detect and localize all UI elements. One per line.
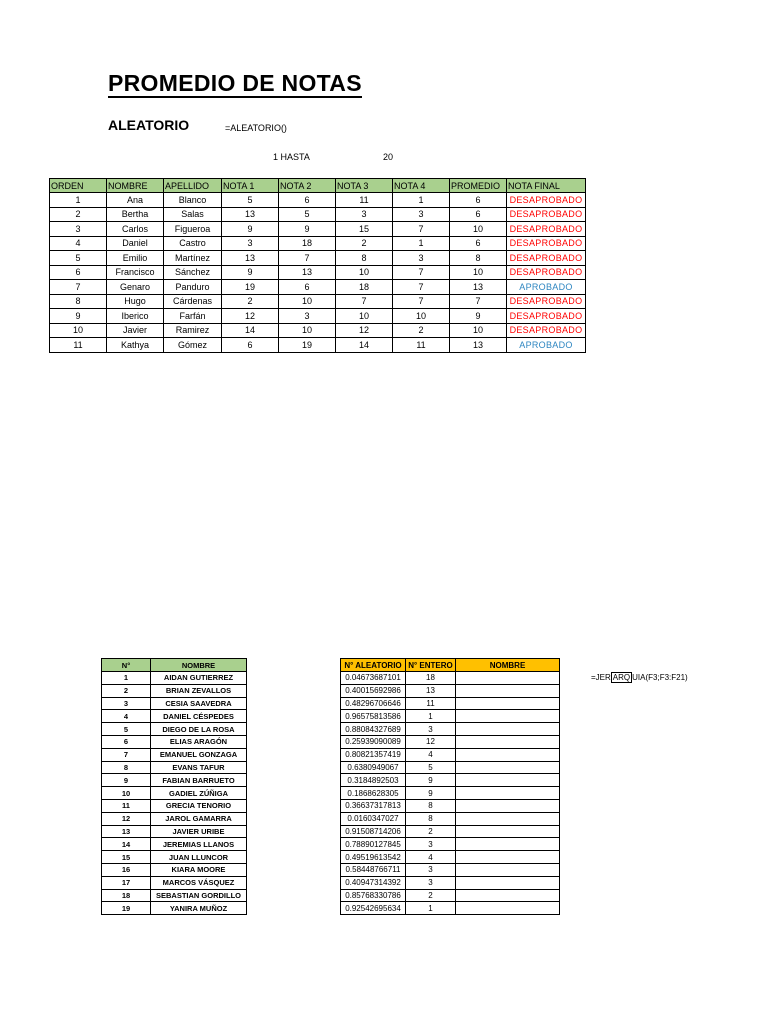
grades-cell[interactable]: Ramirez — [164, 323, 222, 338]
jerarquia-formula-pre: =JER — [591, 673, 611, 682]
grades-cell[interactable]: Kathya — [107, 338, 164, 353]
students-cell[interactable]: 5 — [102, 723, 151, 736]
students-cell[interactable]: EVANS TAFUR — [151, 761, 247, 774]
table-row — [50, 338, 586, 353]
random-cell[interactable]: 3 — [406, 863, 456, 876]
random-cell[interactable]: 0.1868628305 — [341, 787, 406, 800]
random-cell[interactable]: 3 — [406, 723, 456, 736]
random-cell[interactable]: 0.96575813586 — [341, 710, 406, 723]
grades-cell[interactable]: Figueroa — [164, 222, 222, 237]
table-row — [102, 774, 247, 787]
grades-cell[interactable]: Francisco — [107, 265, 164, 280]
random-cell[interactable]: 0.88084327689 — [341, 723, 406, 736]
students-cell[interactable]: DANIEL CÉSPEDES — [151, 710, 247, 723]
grades-cell[interactable]: Bertha — [107, 207, 164, 222]
grades-cell[interactable]: Hugo — [107, 294, 164, 309]
grades-cell[interactable]: 9 — [222, 222, 279, 237]
grades-cell[interactable]: DESAPROBADO — [507, 265, 586, 280]
grades-cell[interactable]: 7 — [393, 280, 450, 295]
students-cell[interactable]: 11 — [102, 799, 151, 812]
random-cell[interactable] — [456, 838, 560, 851]
grades-cell[interactable]: 3 — [393, 251, 450, 266]
grades-header-cell: PROMEDIO — [450, 179, 507, 193]
random-cell[interactable]: 3 — [406, 838, 456, 851]
grades-cell[interactable]: 10 — [450, 323, 507, 338]
students-cell[interactable]: JAVIER URIBE — [151, 825, 247, 838]
grades-cell[interactable]: 19 — [279, 338, 336, 353]
table-row — [341, 710, 560, 723]
grades-header-row — [50, 179, 586, 193]
table-row — [50, 280, 586, 295]
table-row — [341, 787, 560, 800]
table-row — [102, 889, 247, 902]
random-cell[interactable] — [456, 748, 560, 761]
random-cell[interactable]: 9 — [406, 774, 456, 787]
table-row — [102, 851, 247, 864]
grades-cell[interactable]: 11 — [50, 338, 107, 353]
random-cell[interactable] — [456, 710, 560, 723]
grades-header-cell: NOTA 4 — [393, 179, 450, 193]
grades-cell[interactable]: 10 — [50, 323, 107, 338]
random-cell[interactable]: 0.92542695634 — [341, 902, 406, 915]
students-cell[interactable]: SEBASTIAN GORDILLO — [151, 889, 247, 902]
random-cell[interactable] — [456, 851, 560, 864]
grades-header-cell: ORDEN — [50, 179, 107, 193]
students-cell[interactable]: 1 — [102, 672, 151, 685]
page-title: PROMEDIO DE NOTAS — [108, 70, 362, 96]
section-subtitle: ALEATORIO — [108, 117, 190, 133]
grades-cell[interactable]: 6 — [279, 280, 336, 295]
grades-cell[interactable]: Gómez — [164, 338, 222, 353]
grades-cell[interactable]: 7 — [450, 294, 507, 309]
grades-cell[interactable]: Farfán — [164, 309, 222, 324]
random-cell[interactable] — [456, 697, 560, 710]
students-cell[interactable]: GADIEL ZÚÑIGA — [151, 787, 247, 800]
grades-header-cell: APELLIDO — [164, 179, 222, 193]
grades-cell[interactable]: 6 — [450, 236, 507, 251]
table-row — [341, 902, 560, 915]
random-cell[interactable]: 0.85768330786 — [341, 889, 406, 902]
random-cell[interactable]: 11 — [406, 697, 456, 710]
grades-header-cell: NOTA FINAL — [507, 179, 586, 193]
random-cell[interactable]: 0.40015692986 — [341, 684, 406, 697]
random-cell[interactable]: 1 — [406, 710, 456, 723]
table-row — [102, 876, 247, 889]
students-cell[interactable]: 2 — [102, 684, 151, 697]
random-cell[interactable]: 4 — [406, 748, 456, 761]
random-cell[interactable]: 0.0160347027 — [341, 812, 406, 825]
students-cell[interactable]: JAROL GAMARRA — [151, 812, 247, 825]
grades-cell[interactable]: 13 — [222, 251, 279, 266]
table-row — [102, 684, 247, 697]
grades-cell[interactable]: 1 — [393, 193, 450, 208]
grades-cell[interactable]: 13 — [222, 207, 279, 222]
random-cell[interactable]: 0.25939090089 — [341, 735, 406, 748]
table-row — [341, 851, 560, 864]
grades-cell[interactable]: 13 — [450, 338, 507, 353]
grades-cell[interactable]: 7 — [393, 222, 450, 237]
table-row — [341, 889, 560, 902]
table-row — [341, 684, 560, 697]
grades-cell[interactable]: 7 — [393, 265, 450, 280]
grades-cell[interactable]: DESAPROBADO — [507, 222, 586, 237]
grades-cell[interactable]: DESAPROBADO — [507, 193, 586, 208]
students-cell[interactable]: GRECIA TENORIO — [151, 799, 247, 812]
grades-cell[interactable]: Cárdenas — [164, 294, 222, 309]
grades-cell[interactable]: Sánchez — [164, 265, 222, 280]
grades-cell[interactable]: Emilio — [107, 251, 164, 266]
random-cell[interactable]: 8 — [406, 799, 456, 812]
grades-cell[interactable]: 12 — [222, 309, 279, 324]
table-row — [102, 697, 247, 710]
table-row — [102, 812, 247, 825]
grades-cell[interactable]: 18 — [279, 236, 336, 251]
grades-cell[interactable]: 5 — [50, 251, 107, 266]
students-cell[interactable]: 10 — [102, 787, 151, 800]
random-header-row — [341, 659, 560, 672]
grades-cell[interactable]: 2 — [222, 294, 279, 309]
grades-cell[interactable]: DESAPROBADO — [507, 294, 586, 309]
random-cell[interactable]: 0.04673687101 — [341, 672, 406, 685]
grades-cell[interactable]: 9 — [222, 265, 279, 280]
table-row — [50, 323, 586, 338]
grades-header-cell: NOTA 3 — [336, 179, 393, 193]
table-row — [102, 761, 247, 774]
table-row — [50, 309, 586, 324]
grades-cell[interactable]: 10 — [279, 323, 336, 338]
grades-cell[interactable]: 10 — [336, 265, 393, 280]
table-row — [341, 863, 560, 876]
grades-cell[interactable]: 2 — [393, 323, 450, 338]
students-cell[interactable]: FABIAN BARRUETO — [151, 774, 247, 787]
grades-cell[interactable]: 4 — [50, 236, 107, 251]
grades-cell[interactable]: 6 — [222, 338, 279, 353]
table-row — [50, 294, 586, 309]
students-cell[interactable]: JEREMIAS LLANOS — [151, 838, 247, 851]
students-cell[interactable]: 13 — [102, 825, 151, 838]
students-cell[interactable]: EMANUEL GONZAGA — [151, 748, 247, 761]
random-cell[interactable]: 0.91508714206 — [341, 825, 406, 838]
grades-cell[interactable]: 6 — [450, 207, 507, 222]
aleatorio-formula: =ALEATORIO() — [225, 123, 287, 133]
random-cell[interactable] — [456, 863, 560, 876]
students-cell[interactable]: 14 — [102, 838, 151, 851]
table-row — [102, 838, 247, 851]
random-cell[interactable] — [456, 723, 560, 736]
students-cell[interactable]: 18 — [102, 889, 151, 902]
table-row — [102, 825, 247, 838]
students-cell[interactable]: 15 — [102, 851, 151, 864]
table-row — [50, 236, 586, 251]
random-cell[interactable]: 2 — [406, 889, 456, 902]
random-header-cell: N° ENTERO — [406, 659, 456, 672]
students-cell[interactable]: 17 — [102, 876, 151, 889]
random-cell[interactable] — [456, 799, 560, 812]
students-table — [101, 658, 247, 915]
grades-cell[interactable]: 3 — [279, 309, 336, 324]
grades-cell[interactable]: DESAPROBADO — [507, 236, 586, 251]
table-row — [102, 672, 247, 685]
random-cell[interactable] — [456, 825, 560, 838]
grades-cell[interactable]: DESAPROBADO — [507, 323, 586, 338]
students-cell[interactable]: 9 — [102, 774, 151, 787]
table-row — [50, 251, 586, 266]
table-row — [102, 748, 247, 761]
grades-cell[interactable]: 9 — [279, 222, 336, 237]
table-row — [50, 193, 586, 208]
grades-cell[interactable]: 14 — [336, 338, 393, 353]
grades-cell[interactable]: Salas — [164, 207, 222, 222]
random-cell[interactable] — [456, 774, 560, 787]
students-cell[interactable]: MARCOS VÁSQUEZ — [151, 876, 247, 889]
grades-cell[interactable]: Iberico — [107, 309, 164, 324]
grades-cell[interactable]: Genaro — [107, 280, 164, 295]
random-cell[interactable] — [456, 876, 560, 889]
students-cell[interactable]: 4 — [102, 710, 151, 723]
grades-cell[interactable]: 3 — [336, 207, 393, 222]
grades-header-cell: NOTA 1 — [222, 179, 279, 193]
table-row — [341, 838, 560, 851]
cell-cursor: ARQ — [612, 673, 631, 682]
students-cell[interactable]: 19 — [102, 902, 151, 915]
grades-cell[interactable]: APROBADO — [507, 338, 586, 353]
grades-cell[interactable]: 9 — [50, 309, 107, 324]
grades-cell[interactable]: 8 — [50, 294, 107, 309]
table-row — [50, 207, 586, 222]
random-cell[interactable]: 1 — [406, 902, 456, 915]
grades-cell[interactable]: 2 — [50, 207, 107, 222]
random-cell[interactable]: 8 — [406, 812, 456, 825]
table-row — [102, 799, 247, 812]
random-header-cell: N° ALEATORIO — [341, 659, 406, 672]
grades-cell[interactable]: DESAPROBADO — [507, 251, 586, 266]
grades-cell[interactable]: Carlos — [107, 222, 164, 237]
grades-cell[interactable]: DESAPROBADO — [507, 309, 586, 324]
students-cell[interactable]: AIDAN GUTIERREZ — [151, 672, 247, 685]
random-cell[interactable]: 0.80821357419 — [341, 748, 406, 761]
grades-cell[interactable]: 7 — [50, 280, 107, 295]
table-row — [341, 697, 560, 710]
range-from-label: 1 HASTA — [273, 152, 310, 162]
jerarquia-formula — [591, 673, 688, 682]
grades-cell[interactable]: 10 — [450, 265, 507, 280]
grades-cell[interactable]: 5 — [279, 207, 336, 222]
grades-cell[interactable]: 7 — [393, 294, 450, 309]
random-cell[interactable]: 2 — [406, 825, 456, 838]
students-cell[interactable]: JUAN LLUNCOR — [151, 851, 247, 864]
table-row — [341, 723, 560, 736]
grades-cell[interactable]: 7 — [336, 294, 393, 309]
grades-cell[interactable]: Martínez — [164, 251, 222, 266]
random-cell[interactable] — [456, 902, 560, 915]
grades-cell[interactable]: 11 — [393, 338, 450, 353]
grades-cell[interactable]: APROBADO — [507, 280, 586, 295]
random-header-cell: NOMBRE — [456, 659, 560, 672]
random-cell[interactable] — [456, 787, 560, 800]
grades-cell[interactable]: 8 — [336, 251, 393, 266]
grades-cell[interactable]: 6 — [450, 193, 507, 208]
table-row — [102, 902, 247, 915]
grades-cell[interactable]: 10 — [279, 294, 336, 309]
random-cell[interactable]: 9 — [406, 787, 456, 800]
random-cell[interactable] — [456, 735, 560, 748]
table-row — [102, 787, 247, 800]
students-header-cell: NOMBRE — [151, 659, 247, 672]
random-cell[interactable]: 0.78890127845 — [341, 838, 406, 851]
grades-table — [49, 178, 586, 353]
random-cell[interactable]: 0.58448766711 — [341, 863, 406, 876]
students-header-cell: N° — [102, 659, 151, 672]
random-cell[interactable] — [456, 889, 560, 902]
random-cell[interactable]: 0.36637317813 — [341, 799, 406, 812]
students-cell[interactable]: CESIA SAAVEDRA — [151, 697, 247, 710]
random-cell[interactable] — [456, 761, 560, 774]
students-cell[interactable]: 3 — [102, 697, 151, 710]
grades-cell[interactable]: Daniel — [107, 236, 164, 251]
random-cell[interactable]: 5 — [406, 761, 456, 774]
grades-cell[interactable]: 12 — [336, 323, 393, 338]
grades-header-cell: NOMBRE — [107, 179, 164, 193]
table-row — [102, 863, 247, 876]
grades-cell[interactable]: 3 — [50, 222, 107, 237]
grades-cell[interactable]: 10 — [336, 309, 393, 324]
grades-cell[interactable]: 7 — [279, 251, 336, 266]
random-cell[interactable] — [456, 812, 560, 825]
grades-cell[interactable]: 9 — [450, 309, 507, 324]
table-row — [341, 748, 560, 761]
grades-cell[interactable]: Javier — [107, 323, 164, 338]
random-cell[interactable]: 13 — [406, 684, 456, 697]
grades-cell[interactable]: 3 — [222, 236, 279, 251]
students-cell[interactable]: 8 — [102, 761, 151, 774]
table-row — [341, 799, 560, 812]
table-row — [341, 735, 560, 748]
grades-cell[interactable]: Ana — [107, 193, 164, 208]
random-cell[interactable] — [456, 672, 560, 685]
grades-cell[interactable]: 10 — [450, 222, 507, 237]
students-cell[interactable]: 12 — [102, 812, 151, 825]
grades-cell[interactable]: 19 — [222, 280, 279, 295]
random-cell[interactable]: 0.40947314392 — [341, 876, 406, 889]
students-cell[interactable]: 6 — [102, 735, 151, 748]
students-cell[interactable]: YANIRA MUÑOZ — [151, 902, 247, 915]
table-row — [102, 735, 247, 748]
grades-cell[interactable]: 5 — [222, 193, 279, 208]
grades-cell[interactable]: 10 — [393, 309, 450, 324]
grades-cell[interactable]: Castro — [164, 236, 222, 251]
grades-cell[interactable]: Panduro — [164, 280, 222, 295]
students-cell[interactable]: BRIAN ZEVALLOS — [151, 684, 247, 697]
grades-cell[interactable]: 1 — [393, 236, 450, 251]
random-cell[interactable] — [456, 684, 560, 697]
table-row — [50, 265, 586, 280]
table-row — [341, 672, 560, 685]
random-cell[interactable]: 18 — [406, 672, 456, 685]
students-cell[interactable]: ELIAS ARAGÓN — [151, 735, 247, 748]
table-row — [341, 825, 560, 838]
range-to-value: 20 — [383, 152, 394, 162]
table-row — [341, 774, 560, 787]
table-row — [102, 710, 247, 723]
students-cell[interactable]: KIARA MOORE — [151, 863, 247, 876]
table-row — [50, 222, 586, 237]
grades-cell[interactable]: 8 — [450, 251, 507, 266]
table-row — [341, 876, 560, 889]
grades-cell[interactable]: 18 — [336, 280, 393, 295]
students-cell[interactable]: 7 — [102, 748, 151, 761]
grades-cell[interactable]: 14 — [222, 323, 279, 338]
table-row — [341, 761, 560, 774]
table-row — [102, 723, 247, 736]
random-cell[interactable]: 0.3184892503 — [341, 774, 406, 787]
random-cell[interactable]: 0.49519613542 — [341, 851, 406, 864]
grades-cell[interactable]: 2 — [336, 236, 393, 251]
random-cell[interactable]: 0.6380949067 — [341, 761, 406, 774]
random-cell[interactable]: 0.48296706646 — [341, 697, 406, 710]
random-table — [340, 658, 560, 915]
grades-cell[interactable]: DESAPROBADO — [507, 207, 586, 222]
random-cell[interactable]: 3 — [406, 876, 456, 889]
jerarquia-formula-post: UIA(F3;F3:F21) — [632, 673, 688, 682]
grades-cell[interactable]: 6 — [279, 193, 336, 208]
students-cell[interactable]: 16 — [102, 863, 151, 876]
grades-header-cell: NOTA 2 — [279, 179, 336, 193]
students-cell[interactable]: DIEGO DE LA ROSA — [151, 723, 247, 736]
table-row — [341, 812, 560, 825]
grades-cell[interactable]: 11 — [336, 193, 393, 208]
grades-cell[interactable]: 13 — [279, 265, 336, 280]
grades-cell[interactable]: 6 — [50, 265, 107, 280]
students-header-row — [102, 659, 247, 672]
grades-cell[interactable]: 1 — [50, 193, 107, 208]
grades-cell[interactable]: 15 — [336, 222, 393, 237]
random-cell[interactable]: 4 — [406, 851, 456, 864]
grades-cell[interactable]: 3 — [393, 207, 450, 222]
random-cell[interactable]: 12 — [406, 735, 456, 748]
grades-cell[interactable]: Blanco — [164, 193, 222, 208]
grades-cell[interactable]: 13 — [450, 280, 507, 295]
